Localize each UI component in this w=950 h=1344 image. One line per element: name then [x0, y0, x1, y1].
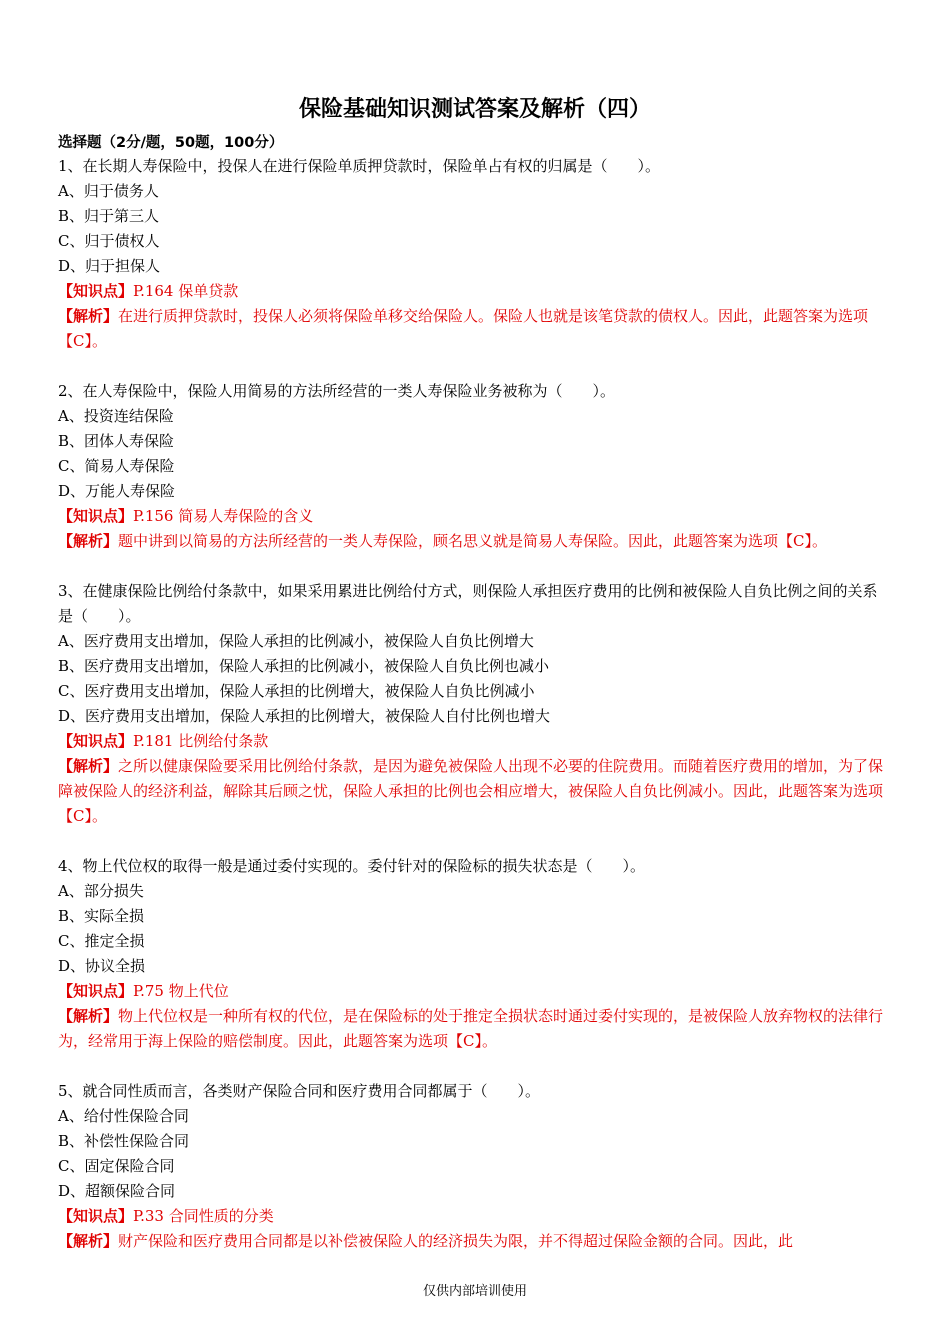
- analysis: [58, 529, 892, 554]
- option-a: A、投资连结保险: [58, 407, 174, 425]
- analysis-text: 物上代位权是一种所有权的代位，是在保险标的处于推定全损状态时通过委付实现的，是被保险人放弃物权的法律行为，经常用于海上保险的赔偿制度。因此，此题答案为选项【C】。: [58, 1007, 884, 1050]
- knowledge-point-label: 【知识点】: [58, 507, 134, 525]
- option-a: A、部分损失: [58, 882, 144, 900]
- option-b: B、团体人寿保险: [58, 432, 175, 450]
- analysis-text: 财产保险和医疗费用合同都是以补偿被保险人的经济损失为限，并不得超过保险金额的合同。因此，此: [118, 1232, 794, 1250]
- question-5: [58, 1079, 892, 1254]
- document-title: 保险基础知识测试答案及解析（四）: [298, 97, 651, 122]
- knowledge-point: [58, 279, 892, 304]
- knowledge-point: [58, 979, 892, 1004]
- option-c: C、推定全损: [58, 932, 145, 950]
- question-stem: 3、在健康保险比例给付条款中，如果采用累进比例给付方式，则保险人承担医疗费用的比例和被保险人自负比例之间的关系是（ ）。: [58, 582, 878, 625]
- option-c: C、医疗费用支出增加，保险人承担的比例增大，被保险人自负比例减小: [58, 682, 535, 700]
- analysis-text: 在进行质押贷款时，投保人必须将保险单移交给保险人。保险人也就是该笔贷款的债权人。因此，此题答案为选项【C】。: [58, 307, 869, 350]
- knowledge-point-label: 【知识点】: [58, 282, 134, 300]
- analysis-label: 【解析】: [58, 307, 119, 325]
- document-page: [58, 92, 892, 1254]
- option-d: D、万能人寿保险: [58, 482, 176, 500]
- analysis-text: 之所以健康保险要采用比例给付条款，是因为避免被保险人出现不必要的住院费用。而随着医疗费用的增加，为了保障被保险人的经济利益，解除其后顾之忧，保险人承担的比例也会相应增大，被保险人自负比例减小。因此，此题答案为选项【C】。: [58, 757, 884, 825]
- question-2: [58, 379, 892, 554]
- analysis-label: 【解析】: [58, 1007, 119, 1025]
- option-c: C、固定保险合同: [58, 1157, 175, 1175]
- option-d: D、医疗费用支出增加，保险人承担的比例增大，被保险人自付比例也增大: [58, 707, 551, 725]
- question-stem: 4、物上代位权的取得一般是通过委付实现的。委付针对的保险标的损失状态是（ ）。: [58, 857, 646, 875]
- option-a: A、给付性保险合同: [58, 1107, 189, 1125]
- knowledge-point-text: P.75 物上代位: [133, 982, 229, 1000]
- section-header: 选择题（2分/题，50题，100分）: [58, 135, 284, 151]
- analysis-label: 【解析】: [58, 1232, 119, 1250]
- knowledge-point: [58, 729, 892, 754]
- knowledge-point-label: 【知识点】: [58, 1207, 134, 1225]
- question-3: [58, 579, 892, 829]
- analysis-text: 题中讲到以简易的方法所经营的一类人寿保险，顾名思义就是简易人寿保险。因此，此题答案为选项【C】。: [118, 532, 827, 550]
- page-footer: 仅供内部培训使用: [422, 1284, 527, 1299]
- analysis: [58, 1004, 892, 1054]
- analysis-label: 【解析】: [58, 532, 119, 550]
- knowledge-point: [58, 1204, 892, 1229]
- option-b: B、实际全损: [58, 907, 145, 925]
- option-d: D、归于担保人: [58, 257, 161, 275]
- analysis-label: 【解析】: [58, 757, 119, 775]
- option-a: A、医疗费用支出增加，保险人承担的比例减小，被保险人自负比例增大: [58, 632, 534, 650]
- knowledge-point-text: P.164 保单贷款: [133, 282, 239, 300]
- option-d: D、协议全损: [58, 957, 146, 975]
- option-c: C、归于债权人: [58, 232, 160, 250]
- question-4: [58, 854, 892, 1054]
- option-b: B、补偿性保险合同: [58, 1132, 190, 1150]
- knowledge-point-label: 【知识点】: [58, 982, 134, 1000]
- analysis: [58, 754, 892, 829]
- analysis: [58, 1229, 892, 1254]
- question-stem: 1、在长期人寿保险中，投保人在进行保险单质押贷款时，保险单占有权的归属是（ ）。: [58, 157, 661, 175]
- option-b: B、归于第三人: [58, 207, 160, 225]
- question-stem: 2、在人寿保险中，保险人用简易的方法所经营的一类人寿保险业务被称为（ ）。: [58, 382, 616, 400]
- option-c: C、简易人寿保险: [58, 457, 175, 475]
- option-d: D、超额保险合同: [58, 1182, 176, 1200]
- analysis: [58, 304, 892, 354]
- option-b: B、医疗费用支出增加，保险人承担的比例减小，被保险人自负比例也减小: [58, 657, 550, 675]
- knowledge-point: [58, 504, 892, 529]
- knowledge-point-text: P.156 简易人寿保险的含义: [133, 507, 314, 525]
- question-stem: 5、就合同性质而言，各类财产保险合同和医疗费用合同都属于（ ）。: [58, 1082, 541, 1100]
- knowledge-point-text: P.181 比例给付条款: [133, 732, 269, 750]
- knowledge-point-label: 【知识点】: [58, 732, 134, 750]
- question-1: [58, 154, 892, 354]
- option-a: A、归于债务人: [58, 182, 159, 200]
- knowledge-point-text: P.33 合同性质的分类: [133, 1207, 274, 1225]
